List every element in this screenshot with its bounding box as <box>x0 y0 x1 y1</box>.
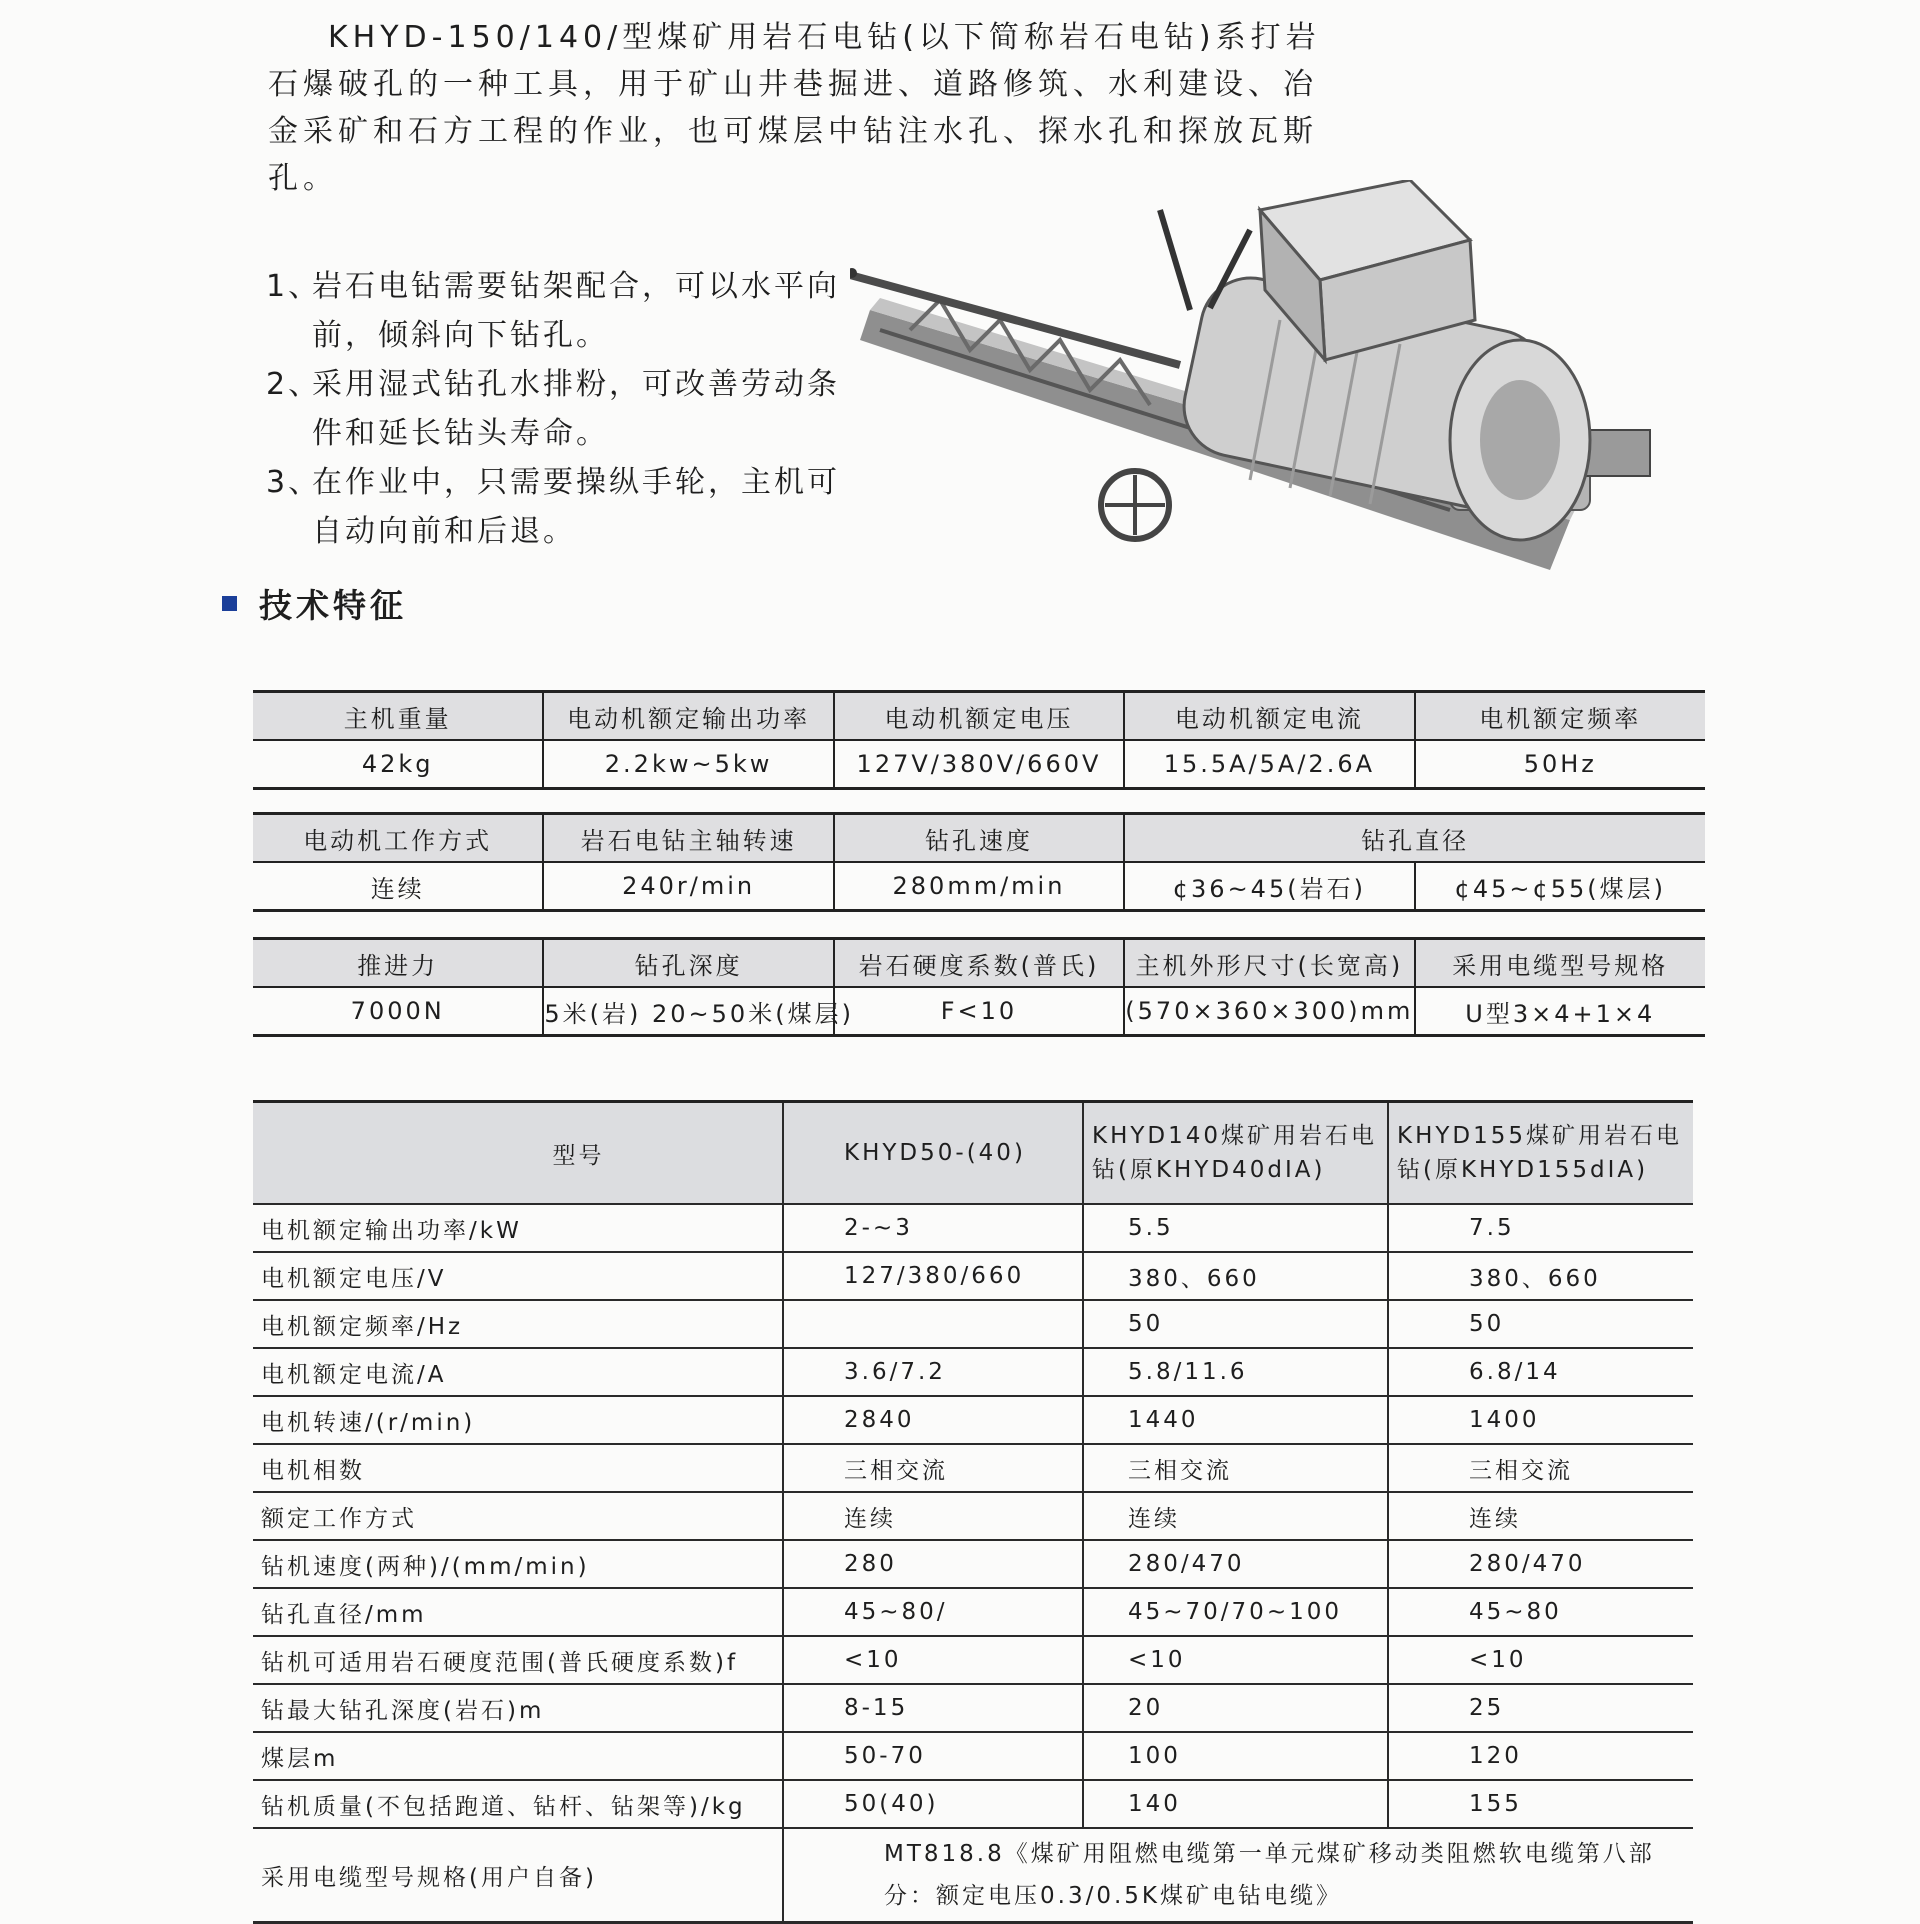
row-label: 电机转速/(r/min) <box>253 1396 783 1444</box>
feature-item <box>266 360 856 458</box>
spec-header-cell: 电动机额定电压 <box>834 692 1124 741</box>
model-value: 45~80 <box>1388 1588 1693 1636</box>
model-row <box>253 1732 1693 1780</box>
model-value: 三相交流 <box>1083 1444 1388 1492</box>
spec-header-cell: 电机额定频率 <box>1415 692 1705 741</box>
row-label: 钻机速度(两种)/(mm/min) <box>253 1540 783 1588</box>
model-table-body <box>253 1204 1693 1923</box>
feature-text: 在作业中，只需要操纵手轮，主机可自动向前和后退。 <box>312 465 840 549</box>
spec-value-cell: 50Hz <box>1415 740 1705 789</box>
model-value: 100 <box>1083 1732 1388 1780</box>
model-value: 3.6/7.2 <box>783 1348 1083 1396</box>
spec-table-3 <box>253 937 1705 1037</box>
feature-item <box>266 458 856 556</box>
model-value: 45~70/70~100 <box>1083 1588 1388 1636</box>
model-value: 50(40) <box>783 1780 1083 1828</box>
cable-row <box>253 1828 1693 1923</box>
feature-list <box>266 262 856 556</box>
spec-value-cell: U型3×4+1×4 <box>1415 987 1705 1036</box>
rock-drill-illustration <box>850 180 1710 580</box>
row-label: 电机相数 <box>253 1444 783 1492</box>
model-row <box>253 1492 1693 1540</box>
model-value: 8-15 <box>783 1684 1083 1732</box>
spec-value-row <box>253 740 1705 789</box>
model-header-cell: KHYD140煤矿用岩石电钻(原KHYD40dIA) <box>1083 1102 1388 1205</box>
model-row <box>253 1348 1693 1396</box>
model-value: 连续 <box>1388 1492 1693 1540</box>
model-header-row <box>253 1102 1693 1205</box>
row-label: 钻机质量(不包括跑道、钻杆、钻架等)/kg <box>253 1780 783 1828</box>
feature-number: 1、 <box>266 269 322 304</box>
spec-header-cell: 主机重量 <box>253 692 543 741</box>
section-bullet-icon <box>222 596 237 611</box>
spec-table-1 <box>253 690 1705 790</box>
model-value: 5.8/11.6 <box>1083 1348 1388 1396</box>
spec-value-cell: (570×360×300)mm <box>1124 987 1414 1036</box>
row-label: 电机额定电压/V <box>253 1252 783 1300</box>
spec-header-cell: 电动机工作方式 <box>253 814 543 863</box>
model-value: 连续 <box>783 1492 1083 1540</box>
spec-header-row <box>253 939 1705 988</box>
row-label: 电机额定输出功率/kW <box>253 1204 783 1252</box>
row-label: 钻孔直径/mm <box>253 1588 783 1636</box>
model-value: 5.5 <box>1083 1204 1388 1252</box>
model-value: 50 <box>1388 1300 1693 1348</box>
spec-value-cell: 5米(岩) 20~50米(煤层) <box>543 987 833 1036</box>
model-value: 50-70 <box>783 1732 1083 1780</box>
model-value <box>783 1300 1083 1348</box>
feature-number: 3、 <box>266 465 322 500</box>
spec-header-cell: 主机外形尺寸(长宽高) <box>1124 939 1414 988</box>
model-value: 155 <box>1388 1780 1693 1828</box>
spec-header-cell: 推进力 <box>253 939 543 988</box>
feature-text: 采用湿式钻孔水排粉，可改善劳动条件和延长钻头寿命。 <box>312 367 840 451</box>
spec-value-cell: 240r/min <box>543 862 833 911</box>
row-label: 电机额定电流/A <box>253 1348 783 1396</box>
model-row <box>253 1780 1693 1828</box>
feature-item <box>266 262 856 360</box>
spec-value-row <box>253 862 1705 911</box>
spec-value-cell: ¢36~45(岩石) <box>1124 862 1414 911</box>
spec-header-cell: 钻孔直径 <box>1124 814 1705 863</box>
model-row <box>253 1684 1693 1732</box>
spec-value-cell: 42kg <box>361 750 434 778</box>
model-value: 127/380/660 <box>783 1252 1083 1300</box>
spec-value-cell: 15.5A/5A/2.6A <box>1124 740 1414 789</box>
model-row <box>253 1444 1693 1492</box>
model-value: 三相交流 <box>1388 1444 1693 1492</box>
model-value: 20 <box>1083 1684 1388 1732</box>
spec-header-cell: 采用电缆型号规格 <box>1415 939 1705 988</box>
spec-header-row <box>253 692 1705 741</box>
spec-table-2 <box>253 812 1705 912</box>
model-row <box>253 1588 1693 1636</box>
model-value: 1440 <box>1083 1396 1388 1444</box>
model-value: 120 <box>1388 1732 1693 1780</box>
model-value: 连续 <box>1083 1492 1388 1540</box>
section-title-text: 技术特征 <box>259 586 407 625</box>
model-value: 2-~3 <box>783 1204 1083 1252</box>
model-value: 280 <box>783 1540 1083 1588</box>
spec-value-cell: 280mm/min <box>834 862 1124 911</box>
section-title <box>222 580 407 627</box>
spec-header-cell: 岩石电钻主轴转速 <box>543 814 833 863</box>
spec-header-cell: 电动机额定输出功率 <box>543 692 833 741</box>
model-header-cell: KHYD50-(40) <box>783 1102 1083 1205</box>
model-value: <10 <box>1083 1636 1388 1684</box>
model-header-cell: 型号 <box>253 1102 783 1205</box>
model-value: 45~80/ <box>783 1588 1083 1636</box>
spec-header-cell: 岩石硬度系数(普氏) <box>834 939 1124 988</box>
spec-value-cell: ¢45~¢55(煤层) <box>1415 862 1705 911</box>
model-row <box>253 1252 1693 1300</box>
model-value: 7.5 <box>1388 1204 1693 1252</box>
spec-header-cell: 钻孔速度 <box>834 814 1124 863</box>
row-label: 额定工作方式 <box>253 1492 783 1540</box>
model-value: 50 <box>1083 1300 1388 1348</box>
spec-value-cell: 127V/380V/660V <box>834 740 1124 789</box>
model-header-cell: KHYD155煤矿用岩石电钻(原KHYD155dIA) <box>1388 1102 1693 1205</box>
model-value: 380、660 <box>1388 1252 1693 1300</box>
model-value: <10 <box>783 1636 1083 1684</box>
spec-header-cell: 电动机额定电流 <box>1124 692 1414 741</box>
row-label: 钻最大钻孔深度(岩石)m <box>253 1684 783 1732</box>
model-row <box>253 1204 1693 1252</box>
feature-number: 2、 <box>266 367 322 402</box>
intro-text <box>268 14 1338 202</box>
spec-value-cell: 7000N <box>350 997 445 1025</box>
model-value: <10 <box>1388 1636 1693 1684</box>
model-value: 140 <box>1083 1780 1388 1828</box>
model-value: 380、660 <box>1083 1252 1388 1300</box>
spec-header-cell: 钻孔深度 <box>543 939 833 988</box>
row-label: 煤层m <box>253 1732 783 1780</box>
model-value: 2840 <box>783 1396 1083 1444</box>
spec-value-cell: F<10 <box>834 987 1124 1036</box>
model-row <box>253 1540 1693 1588</box>
model-value: 6.8/14 <box>1388 1348 1693 1396</box>
model-row <box>253 1396 1693 1444</box>
row-label: 电机额定频率/Hz <box>253 1300 783 1348</box>
model-value: 280/470 <box>1388 1540 1693 1588</box>
model-row <box>253 1636 1693 1684</box>
spec-value-cell: 2.2kw~5kw <box>543 740 833 789</box>
row-label: 钻机可适用岩石硬度范围(普氏硬度系数)f <box>253 1636 783 1684</box>
model-value: 280/470 <box>1083 1540 1388 1588</box>
intro-paragraph: KHYD-150/140/型煤矿用岩石电钻(以下简称岩石电钻)系打岩石爆破孔的一种工具，用于矿山井巷掘进、道路修筑、水利建设、冶金采矿和石方工程的作业，也可煤层中钻注水孔、探水孔和探放瓦斯孔。 <box>268 20 1321 196</box>
spec-header-row <box>253 814 1705 863</box>
feature-text: 岩石电钻需要钻架配合，可以水平向前，倾斜向下钻孔。 <box>312 269 840 353</box>
model-value: 三相交流 <box>783 1444 1083 1492</box>
model-row <box>253 1300 1693 1348</box>
feed-handwheel <box>1101 471 1169 539</box>
model-comparison-table <box>253 1100 1693 1924</box>
model-value: 25 <box>1388 1684 1693 1732</box>
cable-value: MT818.8《煤矿用阻燃电缆第一单元煤矿移动类阻燃软电缆第八部分：额定电压0.3/0.5K煤矿电钻电缆》 <box>783 1828 1693 1923</box>
spec-value-row <box>253 987 1705 1036</box>
cable-label: 采用电缆型号规格(用户自备) <box>253 1828 783 1923</box>
model-value: 1400 <box>1388 1396 1693 1444</box>
spec-value-cell: 连续 <box>370 874 425 903</box>
